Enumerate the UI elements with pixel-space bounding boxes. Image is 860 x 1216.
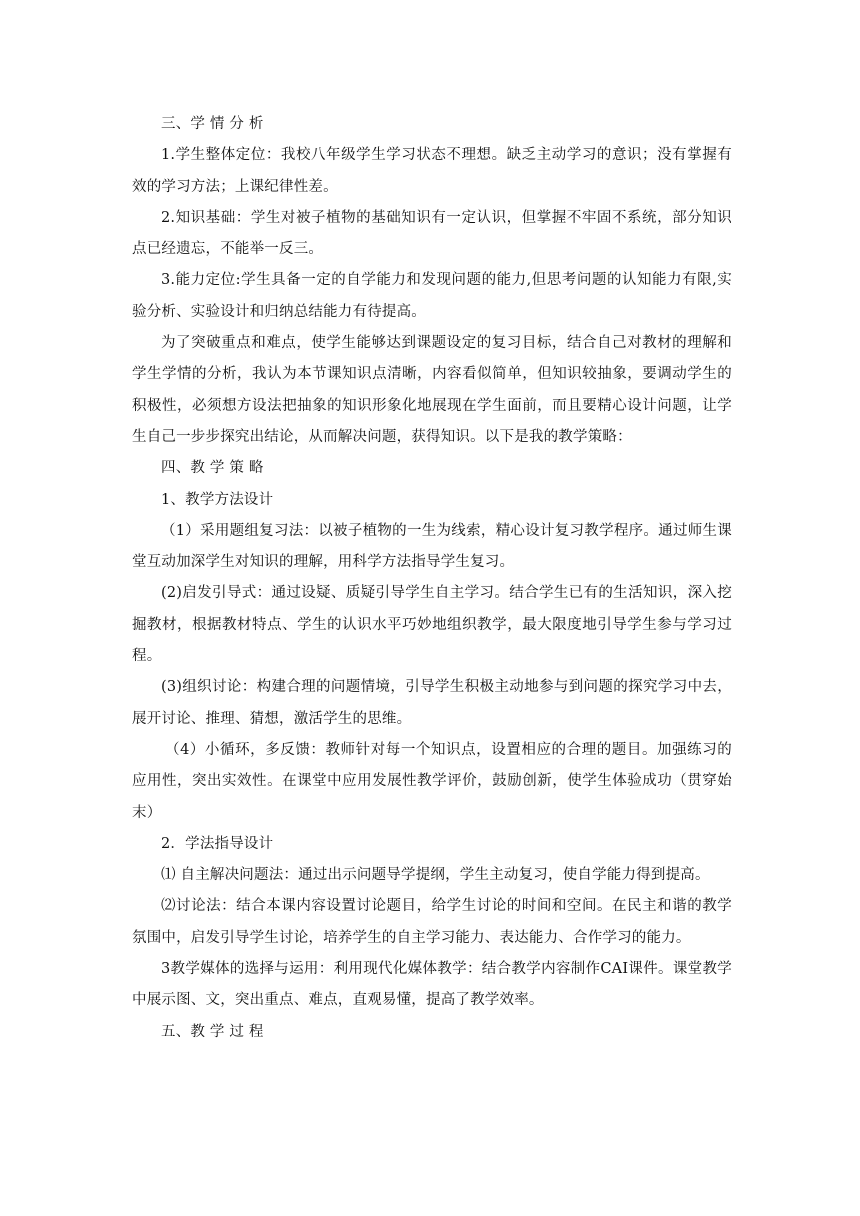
section-heading-teaching-strategy: 四、教 学 策 略 (161, 460, 264, 477)
paragraph-study-discussion: ⑵讨论法：结合本课内容设置讨论题目，给学生讨论的时间和空间。在民主和谐的教学氛围中，启发引导学生讨论，培养学生的自主学习能力、表达能力、合作学习的能力。 (132, 898, 732, 946)
paragraph-method-question-groups: （1）采用题组复习法：以被子植物的一生为线索，精心设计复习教学程序。通过师生课堂互动加深学生对知识的理解，用科学方法指导学生复习。 (132, 522, 732, 571)
subheading-teaching-method-design: 1、教学方法设计 (161, 491, 274, 508)
document-body (132, 109, 732, 1048)
paragraph-teaching-media: 3教学媒体的选择与运用：利用现代化媒体教学：结合教学内容制作CAI课件。课堂教学中展示图、文，突出重点、难点，直观易懂，提高了教学效率。 (132, 961, 732, 1009)
paragraph-overall-positioning: 1.学生整体定位：我校八年级学生学习状态不理想。缺乏主动学习的意识；没有掌握有效的学习方法；上课纪律性差。 (132, 147, 732, 195)
paragraph-method-heuristic: (2)启发引导式：通过设疑、质疑引导学生自主学习。结合学生已有的生活知识，深入挖掘教材，根据教材特点、学生的认识水平巧妙地组织教学，最大限度地引导学生参与学习过程。 (132, 585, 732, 665)
paragraph-method-feedback: （4）小循环，多反馈：教师针对每一个知识点，设置相应的合理的题目。加强练习的应用性，突出实效性。在课堂中应用发展性教学评价，鼓励创新，使学生体验成功（贯穿始末） (132, 741, 732, 821)
paragraph-teaching-rationale: 为了突破重点和难点，使学生能够达到课题设定的复习目标，结合自己对教材的理解和学生学情的分析，我认为本节课知识点清晰，内容看似简单，但知识较抽象，要调动学生的积极性，必须想方设法把抽象的知识形象化地展现在学生面前，而且要精心设计问题，让学生自己一步步探究出结论，从而解决问题，获得知识。以下是我的教学策略： (132, 335, 732, 445)
section-heading-learner-analysis: 三、学 情 分 析 (161, 116, 264, 132)
section-heading-teaching-process: 五、教 学 过 程 (161, 1023, 264, 1040)
paragraph-knowledge-basis: 2.知识基础：学生对被子植物的基础知识有一定认识，但掌握不牢固不系统，部分知识点已经遗忘，不能举一反三。 (132, 209, 732, 258)
paragraph-ability-positioning: 3.能力定位:学生具备一定的自学能力和发现问题的能力,但思考问题的认知能力有限,实验分析、实验设计和归纳总结能力有待提高。 (132, 272, 732, 320)
paragraph-method-discussion: (3)组织讨论：构建合理的问题情境，引导学生积极主动地参与到问题的探究学习中去，展开讨论、推理、猜想，激活学生的思维。 (132, 679, 732, 727)
subheading-study-method-design: 2．学法指导设计 (161, 835, 274, 852)
paragraph-study-self-solving: ⑴ 自主解决问题法：通过出示问题导学提纲，学生主动复习，使自学能力得到提高。 (161, 867, 710, 884)
